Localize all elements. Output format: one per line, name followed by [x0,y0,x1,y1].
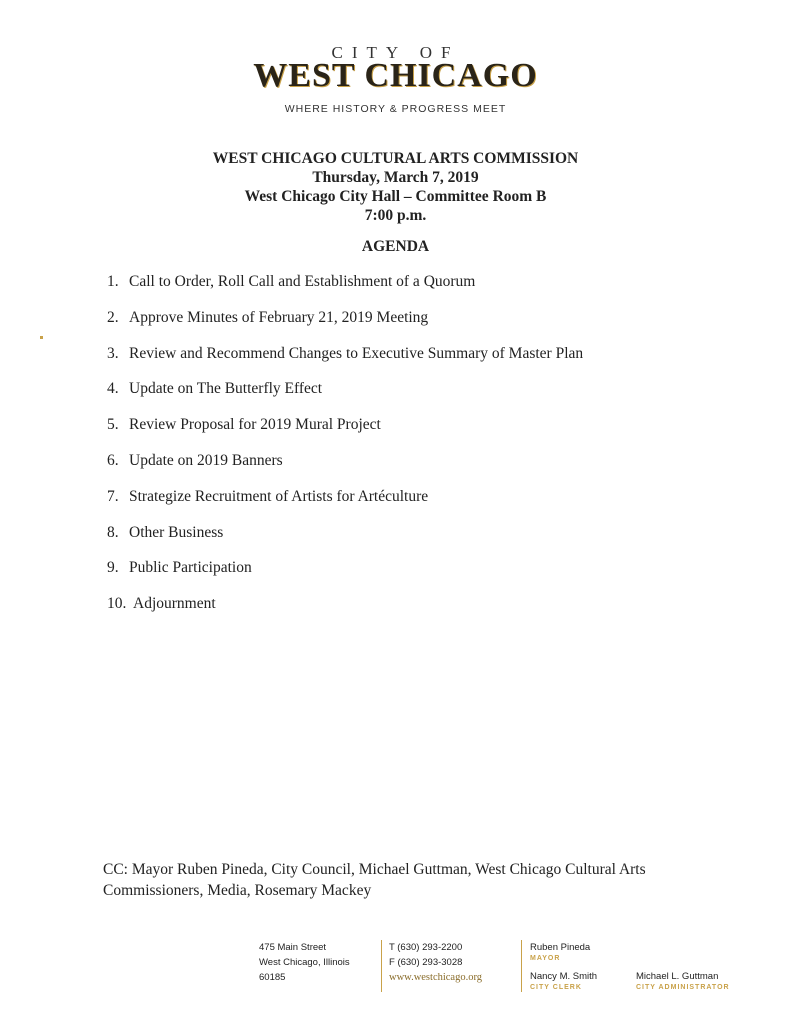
meeting-time: 7:00 p.m. [364,207,427,224]
footer-administrator [636,969,730,992]
website-link[interactable]: www.westchicago.org [389,972,483,983]
agenda-title: AGENDA [361,238,430,255]
logo-west-chicago: WEST CHICAGO [253,57,538,94]
address-line: 475 Main Street [259,942,327,953]
agenda-item-text: Public Participation [129,559,252,577]
agenda-item [107,309,583,345]
mayor-name: Ruben Pineda [530,942,591,953]
agenda-item-number: 8. [107,523,119,541]
phone-number: T (630) 293-2200 [389,942,463,953]
administrator-name: Michael L. Guttman [636,971,719,982]
agenda-item-number: 10. [107,595,127,613]
address-line: 60185 [259,972,286,983]
meeting-header [0,149,791,225]
footer-address [259,940,350,985]
cc-list: CC: Mayor Ruben Pineda, City Council, Michael Guttman, West Chicago Cultural Arts Commissioners, Media, Rosemary Mackey [103,861,646,899]
agenda-item [107,380,583,416]
agenda-item [107,524,583,560]
agenda-item-number: 2. [107,308,119,326]
agenda-item-number: 5. [107,416,119,434]
agenda-list [107,273,583,631]
agenda-item-number: 7. [107,487,119,505]
footer-officials [530,940,597,992]
footer-divider [521,940,522,992]
administrator-title: CITY ADMINISTRATOR [636,984,730,991]
agenda-item-text: Update on 2019 Banners [129,451,283,469]
agenda-item-text: Update on The Butterfly Effect [129,380,323,398]
agenda-item-text: Review and Recommend Changes to Executive Summary of Master Plan [129,344,584,362]
agenda-item-number: 3. [107,344,119,362]
mayor-title: MAYOR [530,955,561,962]
agenda-item-text: Call to Order, Roll Call and Establishment of a Quorum [129,273,476,290]
agenda-item [107,345,583,381]
agenda-item [107,273,583,309]
agenda-item-text: Strategize Recruitment of Artists for Artéculture [129,487,429,505]
scan-mark-icon [40,336,43,339]
agenda-item-number: 4. [107,380,119,398]
clerk-title: CITY CLERK [530,984,582,991]
agenda-item-text: Adjournment [133,595,216,613]
agenda-item [107,416,583,452]
meeting-location: West Chicago City Hall – Committee Room B [244,188,547,205]
agenda-item-number: 1. [107,273,119,290]
agenda-item-text: Review Proposal for 2019 Mural Project [129,416,381,434]
logo-tagline: WHERE HISTORY & PROGRESS MEET [284,103,507,115]
footer-contact [389,940,482,985]
agenda-item [107,488,583,524]
agenda-item-text: Approve Minutes of February 21, 2019 Meeting [129,308,429,326]
agenda-item-text: Other Business [129,523,224,541]
fax-number: F (630) 293-3028 [389,957,463,968]
meeting-date: Thursday, March 7, 2019 [312,169,479,186]
agenda-item [107,595,583,631]
clerk-name: Nancy M. Smith [530,971,598,982]
agenda-item-number: 9. [107,559,119,577]
logo-city-of: CITY OF [331,43,460,62]
footer-divider [381,940,382,992]
agenda-item [107,452,583,488]
address-line: West Chicago, Illinois [259,957,350,968]
agenda-item [107,559,583,595]
commission-title: WEST CHICAGO CULTURAL ARTS COMMISSION [212,150,579,167]
agenda-item-number: 6. [107,451,119,469]
